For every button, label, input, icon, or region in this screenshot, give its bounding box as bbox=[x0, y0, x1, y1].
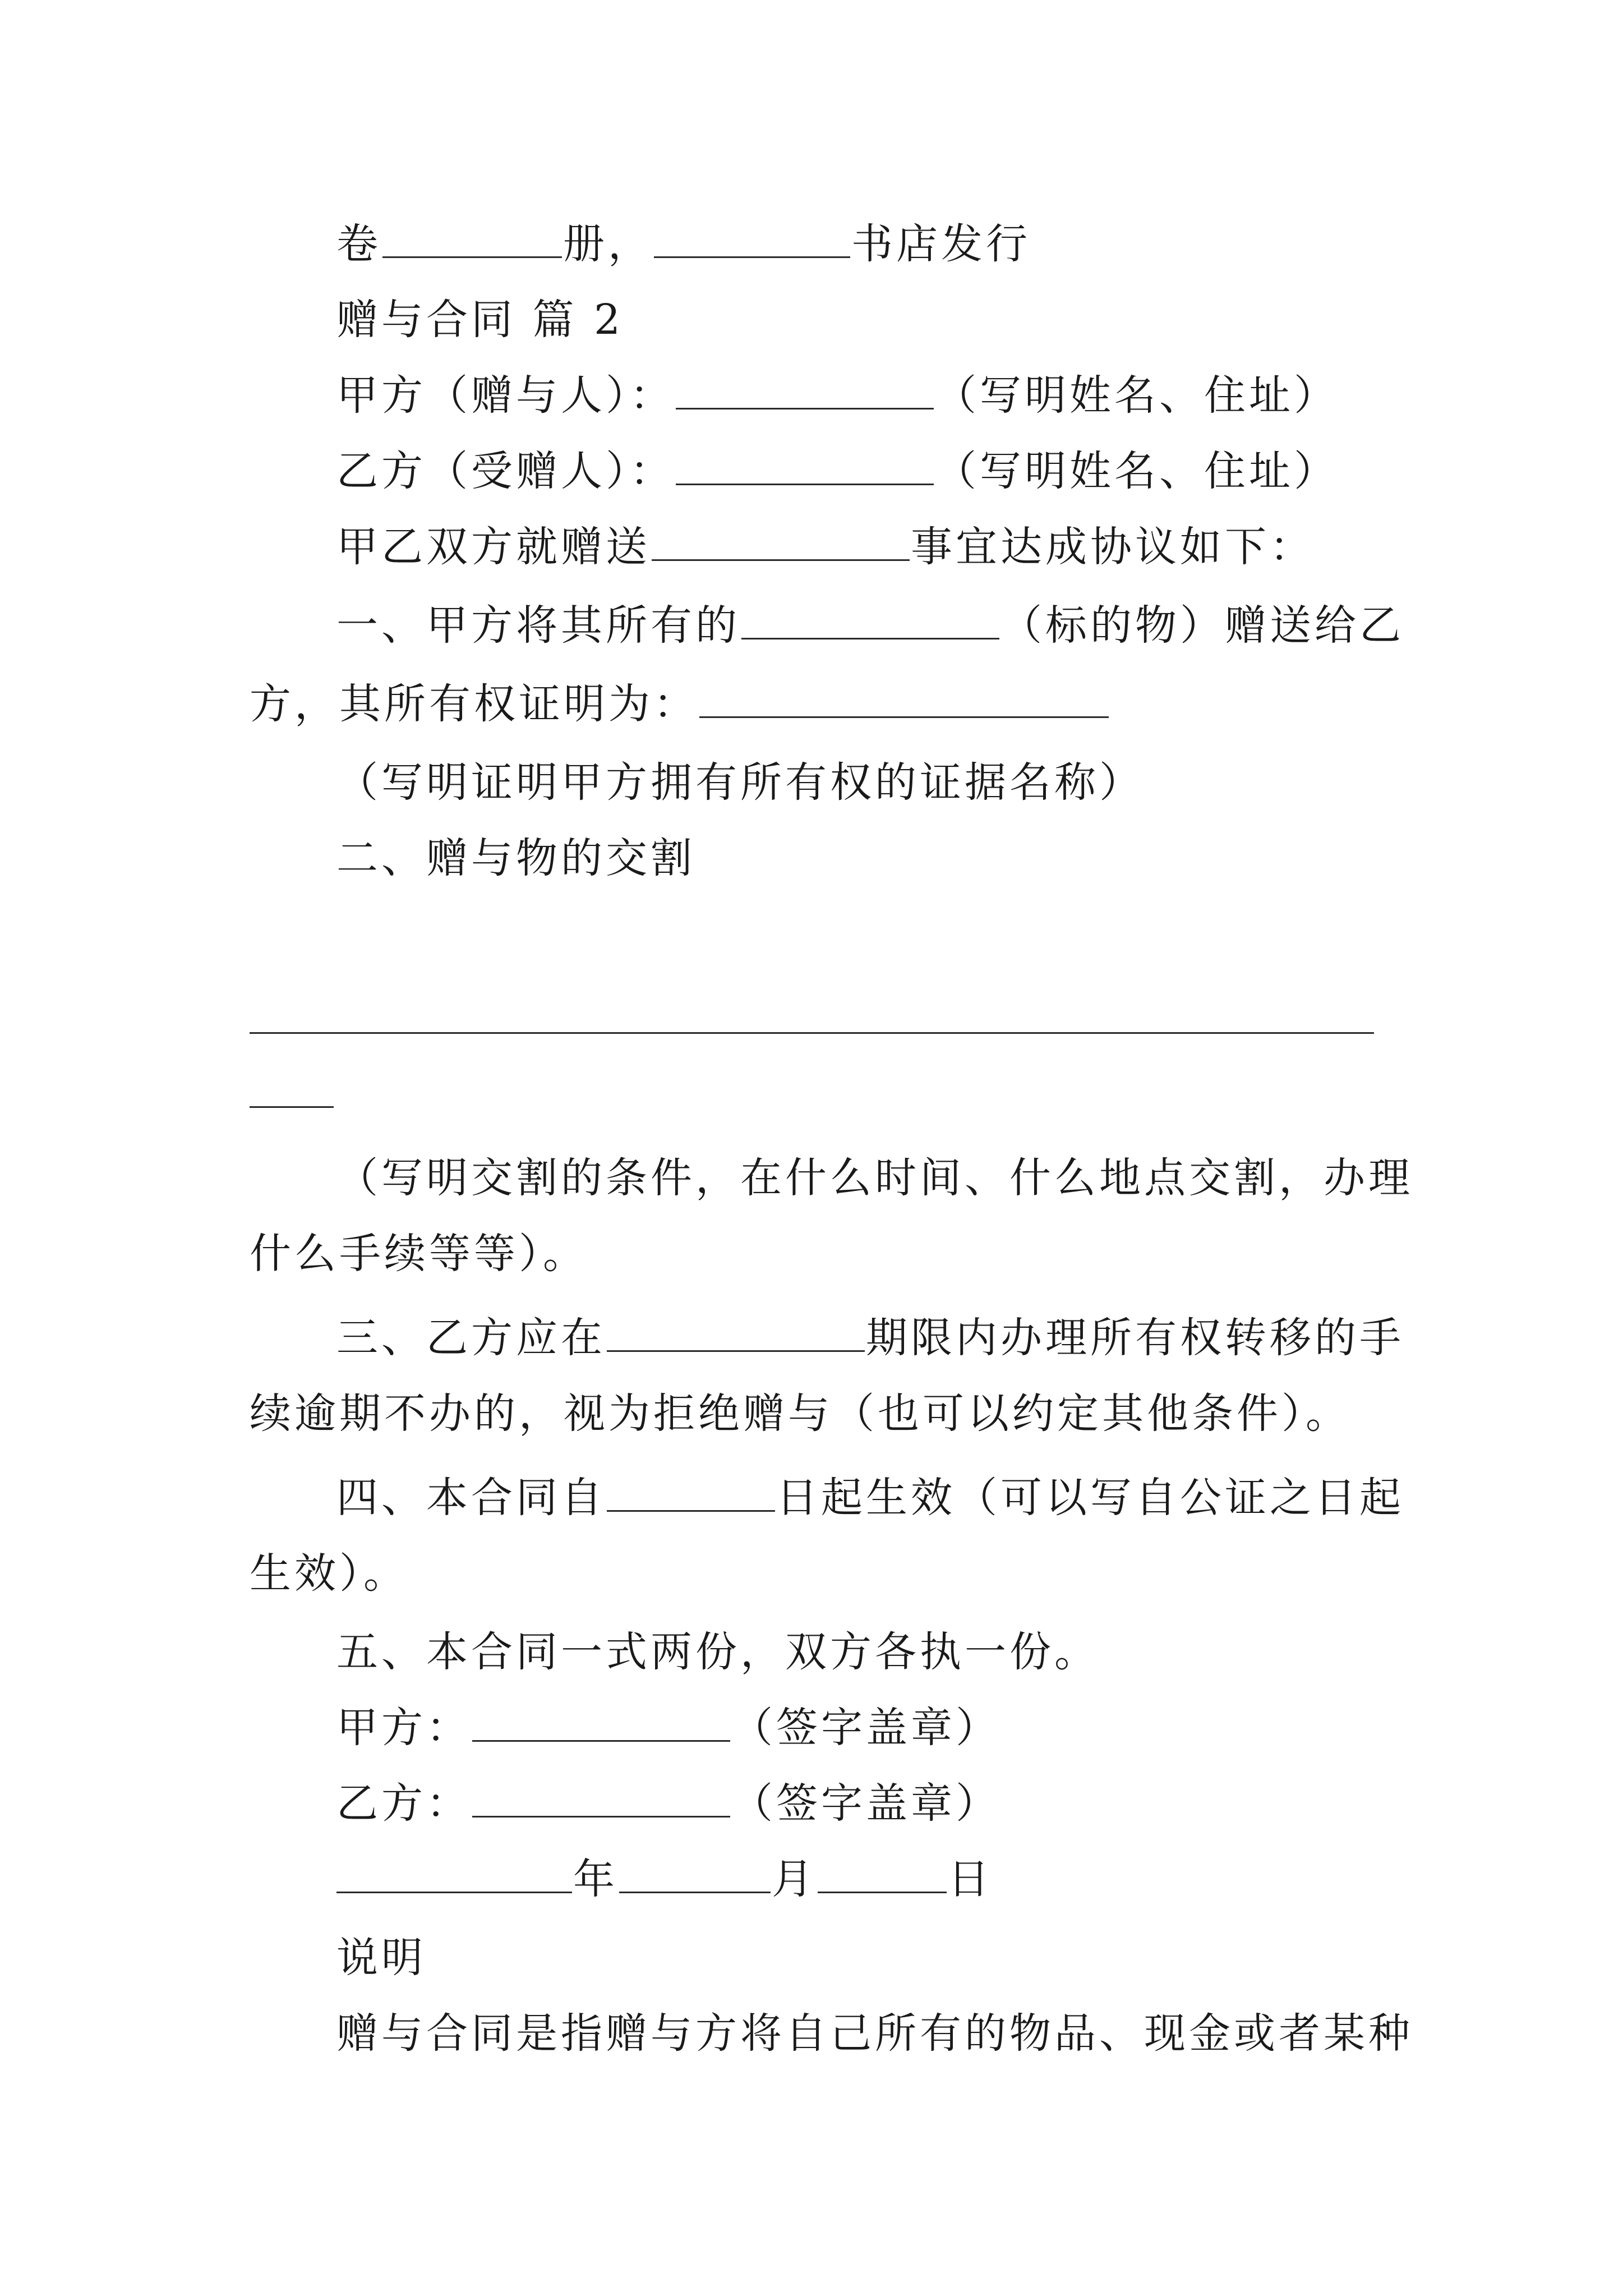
clause-4-text-a: 四、本合同自 bbox=[336, 1474, 606, 1522]
text-book: 册， bbox=[563, 220, 653, 268]
explanation-text: 赠与合同是指赠与方将自己所有的物品、现金或者某种 bbox=[336, 2009, 1413, 2058]
clause-3-line-2 bbox=[250, 1386, 1350, 1442]
blank-gift-matter[interactable] bbox=[652, 524, 910, 561]
signature-party-a-note: （签字盖章） bbox=[731, 1704, 1000, 1752]
clause-4-text-b: 日起生效（可以写自公证之日起 bbox=[776, 1474, 1404, 1522]
party-a-note: （写明姓名、住址） bbox=[935, 371, 1339, 420]
line-volume-publisher bbox=[336, 216, 1031, 272]
clause-1-line-2 bbox=[250, 676, 1110, 732]
clause-1-text-b: （标的物）赠送给乙 bbox=[1000, 601, 1404, 650]
blank-year[interactable] bbox=[336, 1857, 572, 1893]
blank-day[interactable] bbox=[818, 1857, 947, 1893]
clause-2-note-line-1 bbox=[336, 1150, 1413, 1206]
text-publisher: 书店发行 bbox=[851, 220, 1031, 268]
clause-5-text: 五、本合同一式两份，双方各执一份。 bbox=[336, 1628, 1099, 1676]
clause-1-text-c: 方，其所有权证明为： bbox=[250, 680, 698, 728]
blank-delivery-long[interactable] bbox=[250, 1032, 1374, 1034]
clause-4-line-2 bbox=[250, 1545, 408, 1602]
section-title-text: 赠与合同 篇 2 bbox=[336, 296, 624, 344]
clause-4-line-1 bbox=[336, 1470, 1404, 1526]
party-a-label: 甲方（赠与人）： bbox=[336, 371, 675, 420]
date-line bbox=[336, 1851, 993, 1907]
party-b-note: （写明姓名、住址） bbox=[935, 447, 1339, 495]
clause-3-text-a: 三、乙方应在 bbox=[336, 1314, 606, 1362]
blank-transfer-period[interactable] bbox=[607, 1315, 865, 1352]
blank-party-a[interactable] bbox=[676, 373, 934, 409]
signature-party-a bbox=[336, 1700, 1000, 1756]
line-party-a bbox=[336, 367, 1339, 424]
text-volume: 卷 bbox=[336, 220, 381, 268]
line-party-b bbox=[336, 443, 1339, 499]
clause-2-heading-text: 二、赠与物的交割 bbox=[336, 834, 695, 882]
blank-party-b[interactable] bbox=[676, 449, 934, 485]
clause-1-text-a: 一、甲方将其所有的 bbox=[336, 601, 740, 650]
clause-3-text-c: 续逾期不办的，视为拒绝赠与（也可以约定其他条件）。 bbox=[250, 1389, 1350, 1438]
blank-volume[interactable] bbox=[382, 222, 562, 258]
clause-2-heading bbox=[336, 830, 695, 886]
signature-party-b bbox=[336, 1775, 1000, 1832]
explanation-paragraph bbox=[336, 2005, 1413, 2062]
signature-party-a-label: 甲方： bbox=[336, 1704, 471, 1752]
clause-4-text-c: 生效）。 bbox=[250, 1549, 408, 1598]
clause-1-line-1 bbox=[336, 597, 1404, 654]
date-year-label: 年 bbox=[573, 1855, 618, 1903]
date-month-label: 月 bbox=[772, 1855, 817, 1903]
clause-2-note-text-a: （写明交割的条件，在什么时间、什么地点交割，办理 bbox=[336, 1154, 1413, 1202]
section-title bbox=[336, 292, 624, 348]
agreement-text-b: 事宜达成协议如下： bbox=[911, 523, 1315, 571]
clause-2-note-text-b: 什么手续等等）。 bbox=[250, 1230, 588, 1278]
signature-party-b-note: （签字盖章） bbox=[731, 1779, 1000, 1828]
explanation-heading bbox=[336, 1930, 426, 1986]
blank-ownership-proof[interactable] bbox=[699, 682, 1109, 718]
clause-1-note-text: （写明证明甲方拥有所有权的证据名称） bbox=[336, 758, 1144, 807]
clause-3-text-b: 期限内办理所有权转移的手 bbox=[866, 1314, 1404, 1362]
clause-1-note bbox=[336, 754, 1144, 811]
clause-5 bbox=[336, 1624, 1099, 1680]
blank-signature-party-a[interactable] bbox=[472, 1705, 730, 1742]
agreement-text-a: 甲乙双方就赠送 bbox=[336, 523, 651, 571]
blank-month[interactable] bbox=[619, 1857, 771, 1893]
explanation-heading-text: 说明 bbox=[336, 1934, 426, 1982]
clause-2-note-line-2 bbox=[250, 1226, 588, 1282]
blank-signature-party-b[interactable] bbox=[472, 1781, 730, 1818]
blank-delivery-short[interactable] bbox=[250, 1106, 334, 1108]
clause-3-line-1 bbox=[336, 1310, 1404, 1366]
line-agreement bbox=[336, 519, 1315, 575]
blank-effective-date[interactable] bbox=[607, 1475, 775, 1512]
blank-subject-matter[interactable] bbox=[741, 603, 999, 639]
blank-bookstore[interactable] bbox=[654, 222, 850, 258]
signature-party-b-label: 乙方： bbox=[336, 1779, 471, 1828]
date-day-label: 日 bbox=[948, 1855, 993, 1903]
party-b-label: 乙方（受赠人）： bbox=[336, 447, 675, 495]
